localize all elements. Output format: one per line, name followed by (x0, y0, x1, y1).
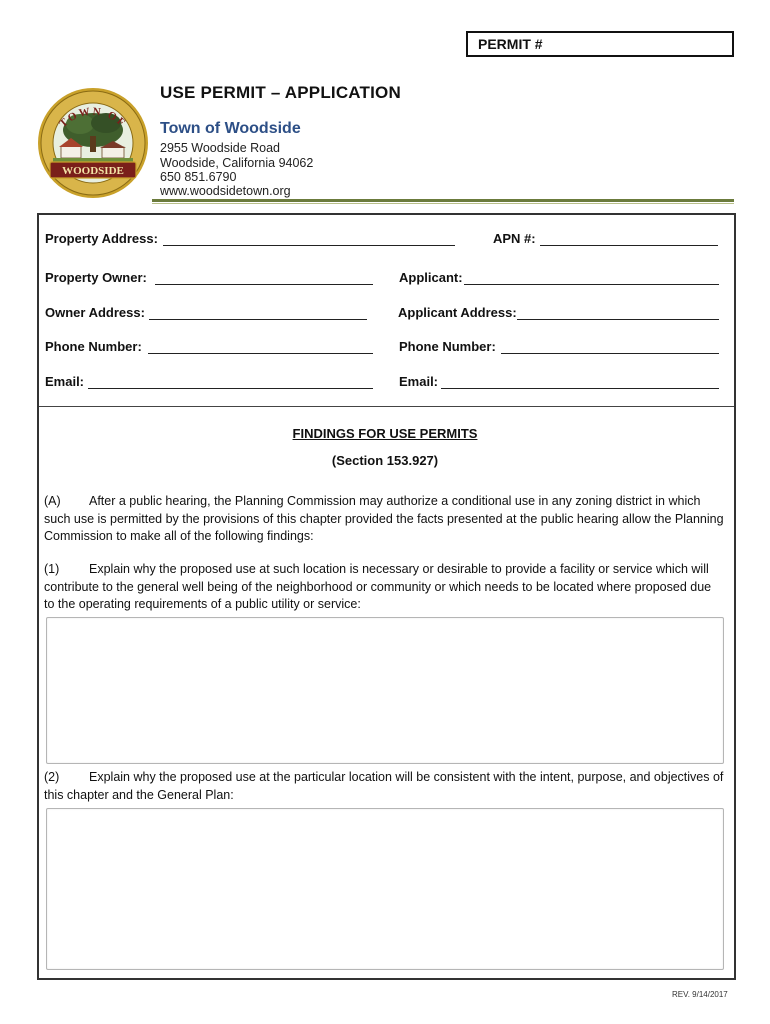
applicant-phone-label: Phone Number: (399, 339, 496, 354)
paragraph-a-text: After a public hearing, the Planning Commission may authorize a conditional use in any zoning district in which such use is permitted by the provisions of this chapter provided the facts presented at the public hearing allow the Planning Commission to make all of the following findings: (44, 494, 724, 543)
question-2-text: Explain why the proposed use at the particular location will be consistent with the intent, purpose, and objectives of this chapter and the General Plan: (44, 770, 724, 802)
website-text: www.woodsidetown.org (160, 184, 291, 198)
question-1-answer-field[interactable] (46, 617, 724, 764)
property-owner-label: Property Owner: (45, 270, 147, 285)
address-line-1: 2955 Woodside Road (160, 141, 280, 155)
question-1 (44, 561, 724, 614)
paragraph-a-number: (A) (44, 494, 61, 508)
applicant-address-label: Applicant Address: (398, 305, 517, 320)
paragraph-a (44, 493, 724, 546)
header-divider-thin (152, 203, 734, 204)
question-2-number: (2) (44, 770, 60, 784)
property-address-label: Property Address: (45, 231, 158, 246)
revision-date: REV. 9/14/2017 (672, 990, 728, 999)
applicant-address-field[interactable] (517, 319, 719, 320)
owner-email-field[interactable] (88, 388, 373, 389)
permit-number-box[interactable] (466, 31, 734, 57)
applicant-phone-field[interactable] (501, 353, 719, 354)
section-divider (39, 406, 734, 407)
findings-section: (Section 153.927) (331, 453, 439, 468)
property-owner-field[interactable] (155, 284, 373, 285)
question-1-number: (1) (44, 562, 60, 576)
apn-field[interactable] (540, 245, 718, 246)
findings-title: FINDINGS FOR USE PERMITS (292, 426, 478, 441)
owner-email-label: Email: (45, 374, 85, 389)
owner-phone-field[interactable] (148, 353, 373, 354)
town-seal-logo (36, 86, 150, 200)
address-line-2: Woodside, California 94062 (160, 156, 314, 170)
question-2 (44, 769, 724, 804)
applicant-email-label: Email: (399, 374, 439, 389)
apn-label: APN #: (493, 231, 536, 246)
logo-top-text: TOWN OF (57, 105, 129, 131)
applicant-field[interactable] (464, 284, 719, 285)
owner-phone-label: Phone Number: (45, 339, 142, 354)
logo-banner-text: WOODSIDE (62, 165, 124, 177)
applicant-email-field[interactable] (441, 388, 719, 389)
header-divider (152, 199, 734, 202)
question-1-text: Explain why the proposed use at such location is necessary or desirable to provide a facility or service which will contribute to the general well being of the neighborhood or community or which needs to be located where proposed due to the operating requirements of a public utility or service: (44, 562, 712, 611)
owner-address-label: Owner Address: (45, 305, 145, 320)
permit-number-label: PERMIT # (478, 36, 543, 52)
phone-text: 650 851.6790 (160, 170, 237, 184)
applicant-label: Applicant: (399, 270, 463, 285)
org-name: Town of Woodside (160, 120, 301, 137)
question-2-answer-field[interactable] (46, 808, 724, 970)
property-address-field[interactable] (163, 245, 455, 246)
page-title: USE PERMIT – APPLICATION (160, 83, 401, 102)
owner-address-field[interactable] (149, 319, 367, 320)
